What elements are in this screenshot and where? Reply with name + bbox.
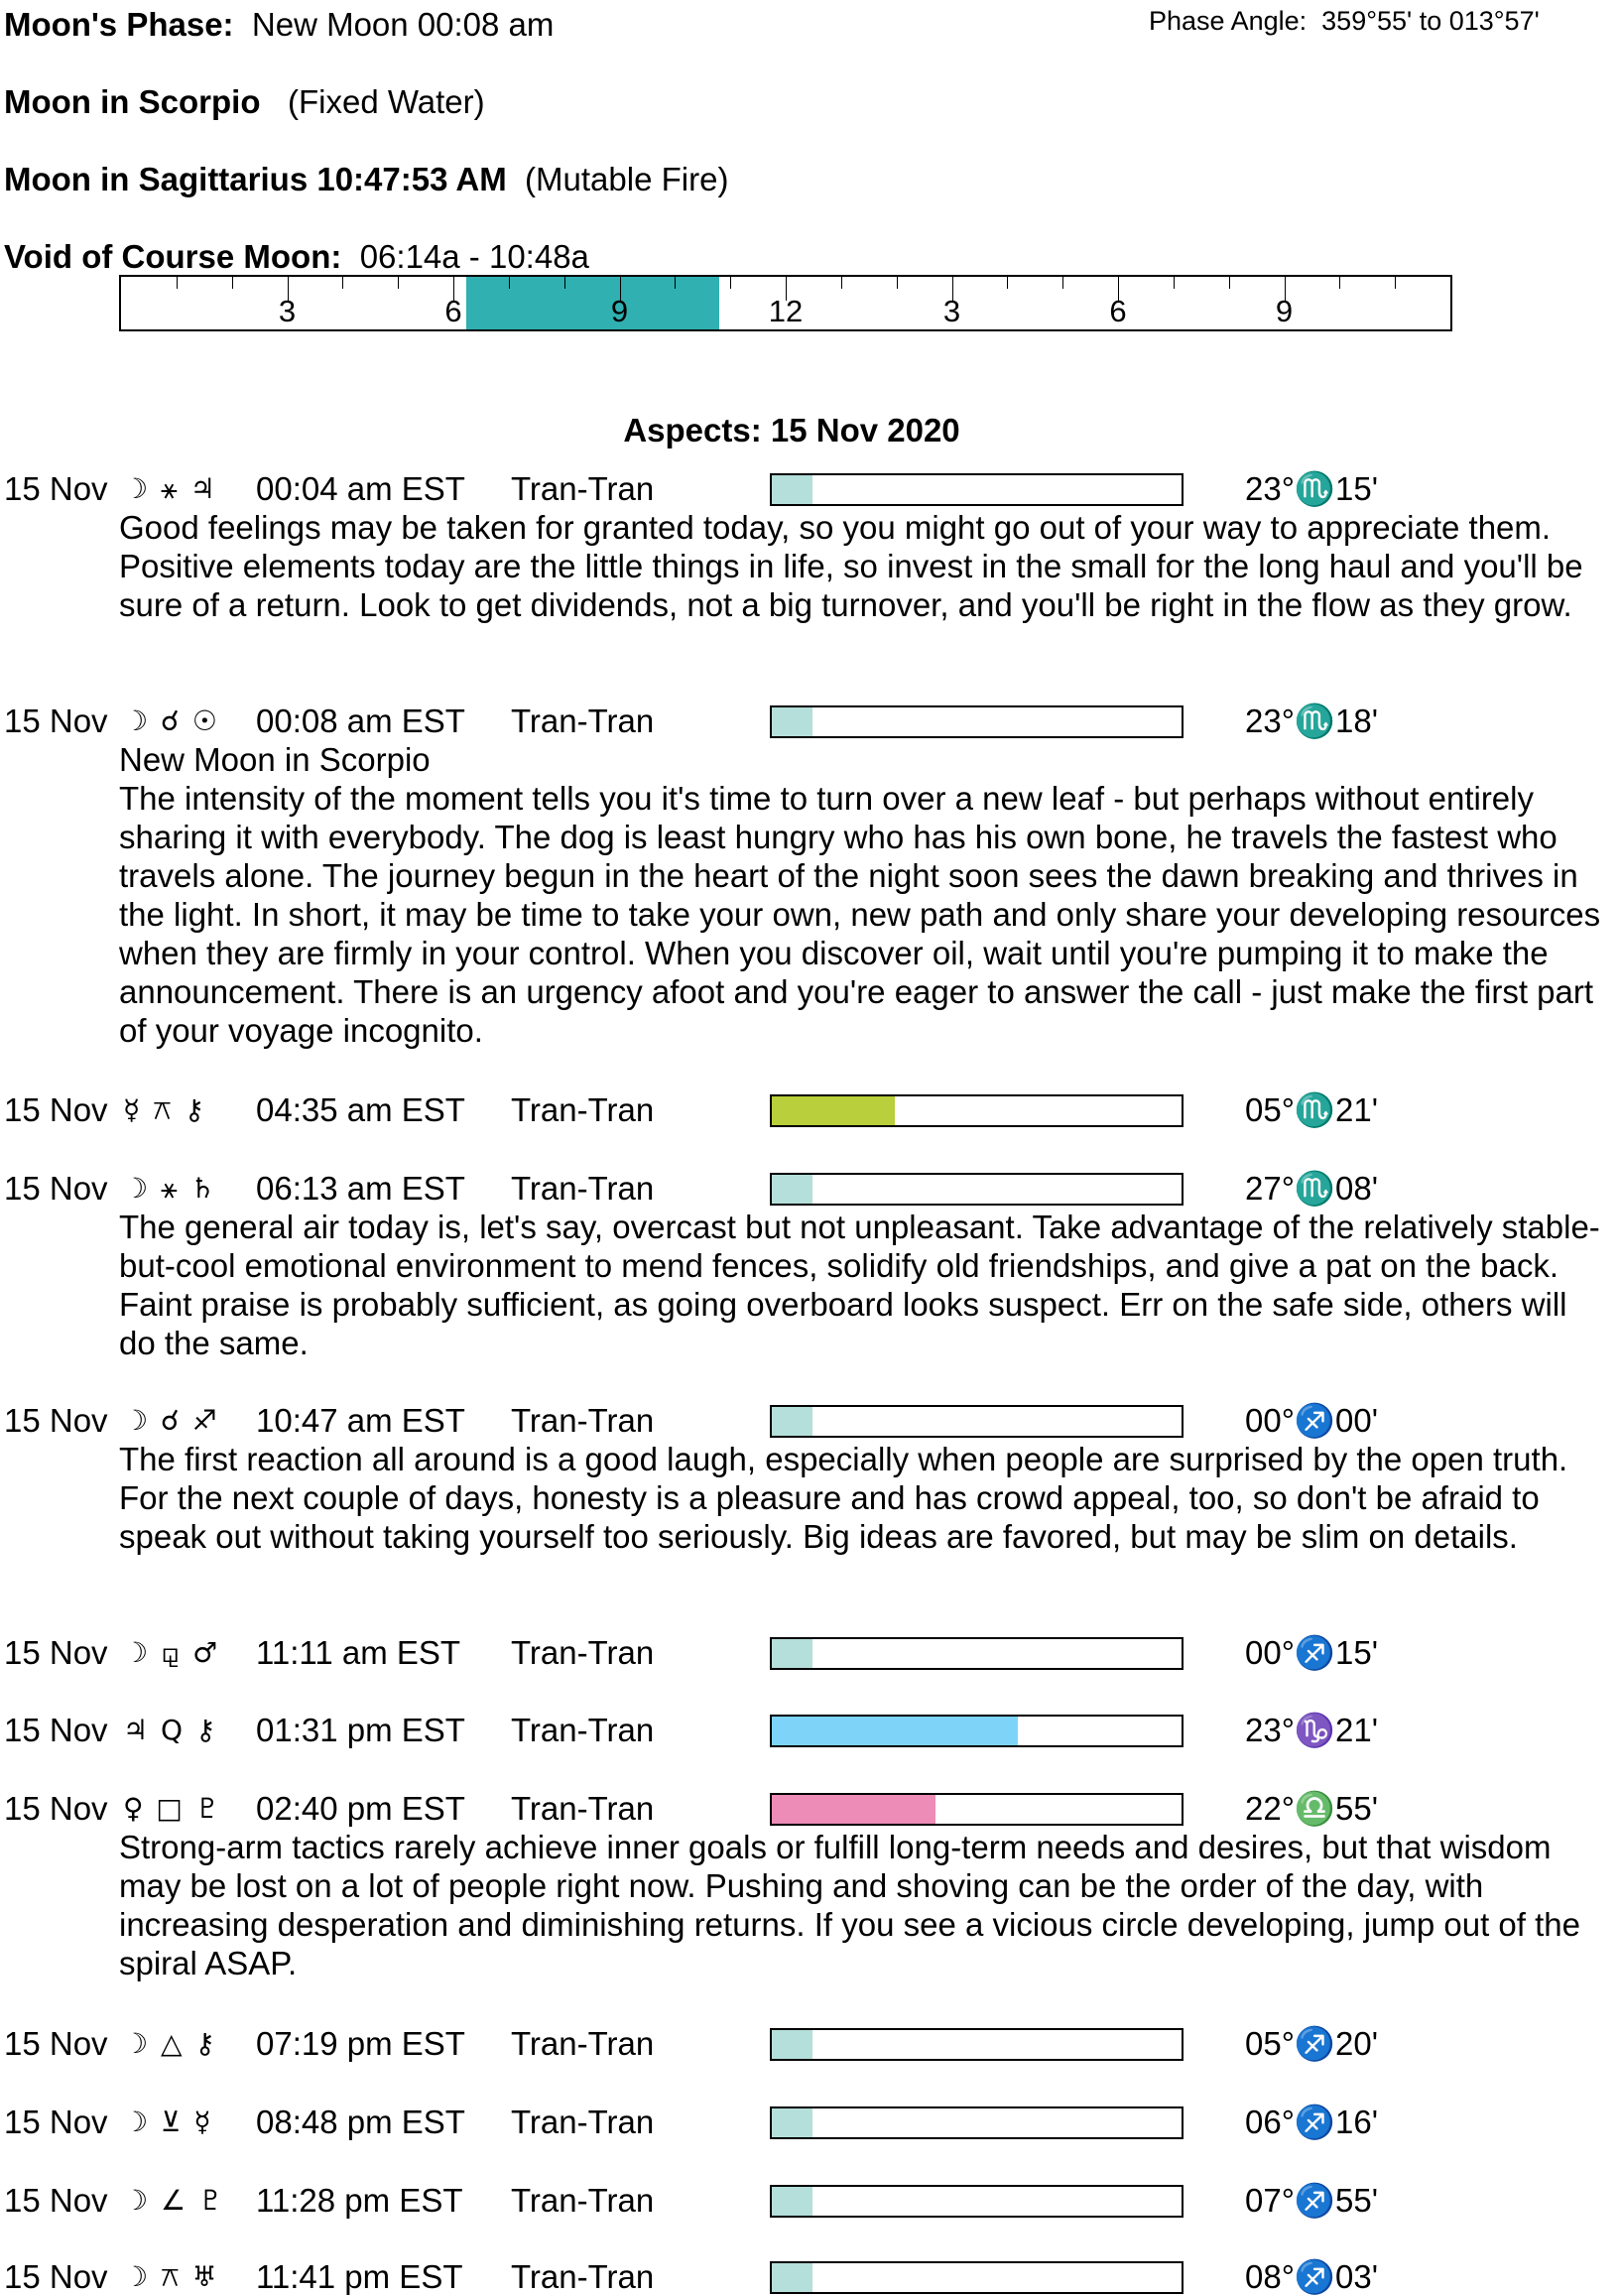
aspect-text: The intensity of the moment tells you it's time to turn over a new leaf - but perhaps without entirely sharing it with everybody. The dog is least hungry who has his own bone, he travels the fastest who travels alone. The journey begun in the heart of the night soon sees the dawn breaking and thrives in the light. In short, it may be time to take your own, new path and only share your developing resources when they are firmly in your control. When you discover oil, wait until you're pumping it to make the announcement. There is an urgency afoot and you're eager to answer the call - just make the first part of your voyage incognito. — [119, 780, 1601, 1049]
aspect-type: Tran-Tran — [511, 2025, 655, 2062]
aspect-strength-bar — [770, 1173, 1184, 1206]
aspect-position: 23°♏15' — [1245, 470, 1378, 507]
aspect-type: Tran-Tran — [511, 1790, 655, 1827]
moon-ingress-quality: (Mutable Fire) — [525, 161, 729, 197]
aspect-glyphs-icon: ☽ ⚹ ♃ — [123, 472, 217, 505]
aspect-position: 23°♑21' — [1245, 1712, 1378, 1748]
moon-sign-label: Moon in Scorpio — [4, 83, 261, 120]
aspect-glyphs-icon: ☽ ⚹ ♄ — [123, 1172, 217, 1205]
aspect-date: 15 Nov — [4, 1712, 108, 1748]
timeline-tick-label: 6 — [444, 294, 462, 328]
aspect-strength-bar — [770, 1405, 1184, 1438]
void-of-course-span — [466, 277, 719, 329]
aspect-glyphs-icon: ☽ ⊻ ☿ — [123, 2105, 213, 2138]
aspect-date: 15 Nov — [4, 470, 108, 507]
aspect-row — [0, 1712, 1620, 1749]
aspect-time: 10:47 am EST — [256, 1402, 465, 1439]
timeline-tick — [342, 277, 343, 289]
aspect-text: The general air today is, let's say, overcast but not unpleasant. Take advantage of the relatively stable-but-cool emotional environment to mend fences, solidify old friendships, and give a pat on the back. Faint praise is probably sufficient, as going overboard looks suspect. Err on the safe side, others will do the same. — [119, 1209, 1600, 1361]
aspect-position: 06°♐16' — [1245, 2104, 1378, 2140]
aspect-strength-fill — [772, 1717, 1018, 1745]
aspect-description — [119, 1440, 1607, 1556]
timeline-tick — [730, 277, 731, 289]
aspect-date: 15 Nov — [4, 2104, 108, 2140]
aspect-strength-fill — [772, 1407, 812, 1436]
aspect-time: 01:31 pm EST — [256, 1712, 465, 1748]
aspect-date: 15 Nov — [4, 1091, 108, 1128]
aspect-type: Tran-Tran — [511, 2104, 655, 2140]
moon-phase-value: New Moon 00:08 am — [251, 6, 555, 43]
aspect-row — [0, 1634, 1620, 1672]
aspect-strength-fill — [772, 2187, 812, 2216]
aspect-row — [0, 2258, 1620, 2296]
aspect-date: 15 Nov — [4, 2025, 108, 2062]
aspect-position: 23°♏18' — [1245, 702, 1378, 739]
timeline-tick — [564, 277, 565, 289]
aspect-text: Strong-arm tactics rarely achieve inner goals or fulfill long-term needs and desires, but that wisdom may be lost on a lot of people right now. Pushing and shoving can be the order of the day, with increasing desperation and diminishing returns. If you see a vicious circle developing, jump out of the spiral ASAP. — [119, 1829, 1580, 1981]
aspect-row — [0, 1790, 1620, 1828]
void-of-course-value: 06:14a - 10:48a — [359, 238, 589, 275]
aspect-strength-fill — [772, 2263, 812, 2292]
aspect-type: Tran-Tran — [511, 1712, 655, 1748]
aspect-time: 00:08 am EST — [256, 702, 465, 739]
aspect-strength-fill — [772, 2108, 812, 2137]
aspect-position: 22°♎55' — [1245, 1790, 1378, 1827]
aspect-row — [0, 702, 1620, 740]
aspect-type: Tran-Tran — [511, 1091, 655, 1128]
timeline-tick-label: 9 — [1275, 294, 1294, 328]
moon-ingress-label: Moon in Sagittarius 10:47:53 AM — [4, 161, 507, 197]
aspect-strength-bar — [770, 705, 1184, 738]
aspect-strength-bar — [770, 2028, 1184, 2061]
moon-sign-line-2 — [4, 161, 728, 198]
timeline-tick-label: 3 — [942, 294, 961, 328]
aspect-date: 15 Nov — [4, 2258, 108, 2295]
aspect-position: 00°♐15' — [1245, 1634, 1378, 1671]
aspect-strength-fill — [772, 1096, 895, 1125]
timeline-tick — [509, 277, 510, 289]
aspect-position: 07°♐55' — [1245, 2182, 1378, 2219]
aspect-date: 15 Nov — [4, 1634, 108, 1671]
aspect-strength-bar — [770, 2261, 1184, 2294]
aspect-time: 08:48 pm EST — [256, 2104, 465, 2140]
aspect-glyphs-icon: ☽ ☌ ♐ — [123, 1404, 219, 1437]
aspect-strength-bar — [770, 1637, 1184, 1670]
aspect-type: Tran-Tran — [511, 702, 655, 739]
aspect-row — [0, 470, 1620, 508]
timeline-tick — [1229, 277, 1230, 289]
timeline-tick-label: 3 — [278, 294, 297, 328]
aspect-type: Tran-Tran — [511, 1634, 655, 1671]
aspect-glyphs-icon: ☽ △ ⚷ — [123, 2027, 217, 2060]
timeline-tick — [232, 277, 233, 289]
aspect-date: 15 Nov — [4, 702, 108, 739]
aspect-time: 11:11 am EST — [256, 1634, 461, 1671]
aspect-text: The first reaction all around is a good laugh, especially when people are surprised by the open truth. For the next couple of days, honesty is a pleasure and has crowd appeal, too, so don't be afraid to speak out without taking yourself too seriously. Big ideas are favored, but may be slim on details. — [119, 1441, 1568, 1555]
moon-sign-line-1 — [4, 83, 485, 121]
aspect-glyphs-icon: ☽ ☌ ☉ — [123, 704, 219, 737]
moon-phase-line — [4, 6, 554, 44]
moon-phase-label: Moon's Phase: — [4, 6, 234, 43]
void-of-course-line — [4, 238, 589, 276]
timeline-tick — [1174, 277, 1175, 289]
aspect-description — [119, 1828, 1607, 1982]
aspect-time: 04:35 am EST — [256, 1091, 465, 1128]
aspect-strength-fill — [772, 1639, 812, 1668]
timeline-tick — [1395, 277, 1396, 289]
timeline-tick — [897, 277, 898, 289]
aspect-date: 15 Nov — [4, 1790, 108, 1827]
aspect-glyphs-icon: ☽ ⚼ ♂ — [123, 1636, 220, 1669]
phase-angle-value: 359°55' to 013°57' — [1321, 6, 1540, 36]
aspect-position: 00°♐00' — [1245, 1402, 1378, 1439]
moon-sign-quality: (Fixed Water) — [288, 83, 485, 120]
aspect-strength-fill — [772, 2030, 812, 2059]
aspect-glyphs-icon: ☽ ⚻ ♅ — [123, 2260, 219, 2293]
timeline-tick — [1339, 277, 1340, 289]
aspect-row — [0, 1402, 1620, 1440]
aspect-glyphs-icon: ♀ □ ♇ — [123, 1792, 222, 1825]
aspect-glyphs-icon: ♃ Q ⚷ — [123, 1714, 218, 1746]
timeline-tick-label: 6 — [1109, 294, 1127, 328]
aspect-strength-fill — [772, 707, 812, 736]
timeline-tick — [177, 277, 178, 289]
void-of-course-timeline — [119, 275, 1452, 331]
aspect-row — [0, 1091, 1620, 1129]
aspect-strength-fill — [772, 1795, 935, 1824]
aspect-time: 11:28 pm EST — [256, 2182, 463, 2219]
aspect-strength-fill — [772, 475, 812, 504]
aspects-heading: Aspects: 15 Nov 2020 — [623, 412, 960, 448]
aspect-strength-bar — [770, 1094, 1184, 1127]
aspect-description — [119, 740, 1607, 1050]
aspect-position: 05°♐20' — [1245, 2025, 1378, 2062]
aspect-description — [119, 508, 1607, 624]
aspect-glyphs-icon: ☿ ⚻ ⚷ — [123, 1093, 207, 1126]
aspect-strength-bar — [770, 2106, 1184, 2139]
aspect-strength-bar — [770, 1715, 1184, 1747]
aspect-type: Tran-Tran — [511, 2182, 655, 2219]
timeline-tick — [398, 277, 399, 289]
aspect-date: 15 Nov — [4, 2182, 108, 2219]
aspect-title: New Moon in Scorpio — [119, 741, 431, 778]
timeline-tick — [1007, 277, 1008, 289]
timeline-tick — [1062, 277, 1063, 289]
aspect-date: 15 Nov — [4, 1170, 108, 1207]
aspect-position: 08°♐03' — [1245, 2258, 1378, 2295]
aspect-date: 15 Nov — [4, 1402, 108, 1439]
aspect-type: Tran-Tran — [511, 470, 655, 507]
aspect-row — [0, 1170, 1620, 1208]
phase-angle-line — [1149, 5, 1540, 37]
aspect-type: Tran-Tran — [511, 1170, 655, 1207]
aspect-glyphs-icon: ☽ ∠ ♇ — [123, 2184, 226, 2217]
aspect-time: 06:13 am EST — [256, 1170, 465, 1207]
void-of-course-label: Void of Course Moon: — [4, 238, 342, 275]
aspect-position: 27°♏08' — [1245, 1170, 1378, 1207]
aspect-time: 00:04 am EST — [256, 470, 465, 507]
aspect-strength-bar — [770, 1793, 1184, 1826]
aspect-strength-bar — [770, 2185, 1184, 2218]
phase-angle-label: Phase Angle: — [1149, 6, 1308, 36]
aspect-row — [0, 2104, 1620, 2141]
timeline-tick — [841, 277, 842, 289]
aspect-type: Tran-Tran — [511, 1402, 655, 1439]
aspect-strength-bar — [770, 473, 1184, 506]
aspect-row — [0, 2025, 1620, 2063]
aspect-position: 05°♏21' — [1245, 1091, 1378, 1128]
timeline-tick-label: 9 — [610, 294, 629, 328]
aspect-time: 07:19 pm EST — [256, 2025, 465, 2062]
aspect-text: Good feelings may be taken for granted today, so you might go out of your way to appreciate them. Positive elements today are the little things in life, so invest in the small for the long haul and you'll be sure of a return. Look to get dividends, not a big turnover, and you'll be right in the flow as they grow. — [119, 509, 1583, 623]
timeline-tick — [675, 277, 676, 289]
aspect-row — [0, 2182, 1620, 2220]
aspect-description — [119, 1208, 1607, 1362]
aspect-strength-fill — [772, 1175, 812, 1204]
aspect-type: Tran-Tran — [511, 2258, 655, 2295]
aspect-time: 11:41 pm EST — [256, 2258, 463, 2295]
timeline-tick-label: 12 — [768, 294, 804, 328]
aspect-time: 02:40 pm EST — [256, 1790, 465, 1827]
